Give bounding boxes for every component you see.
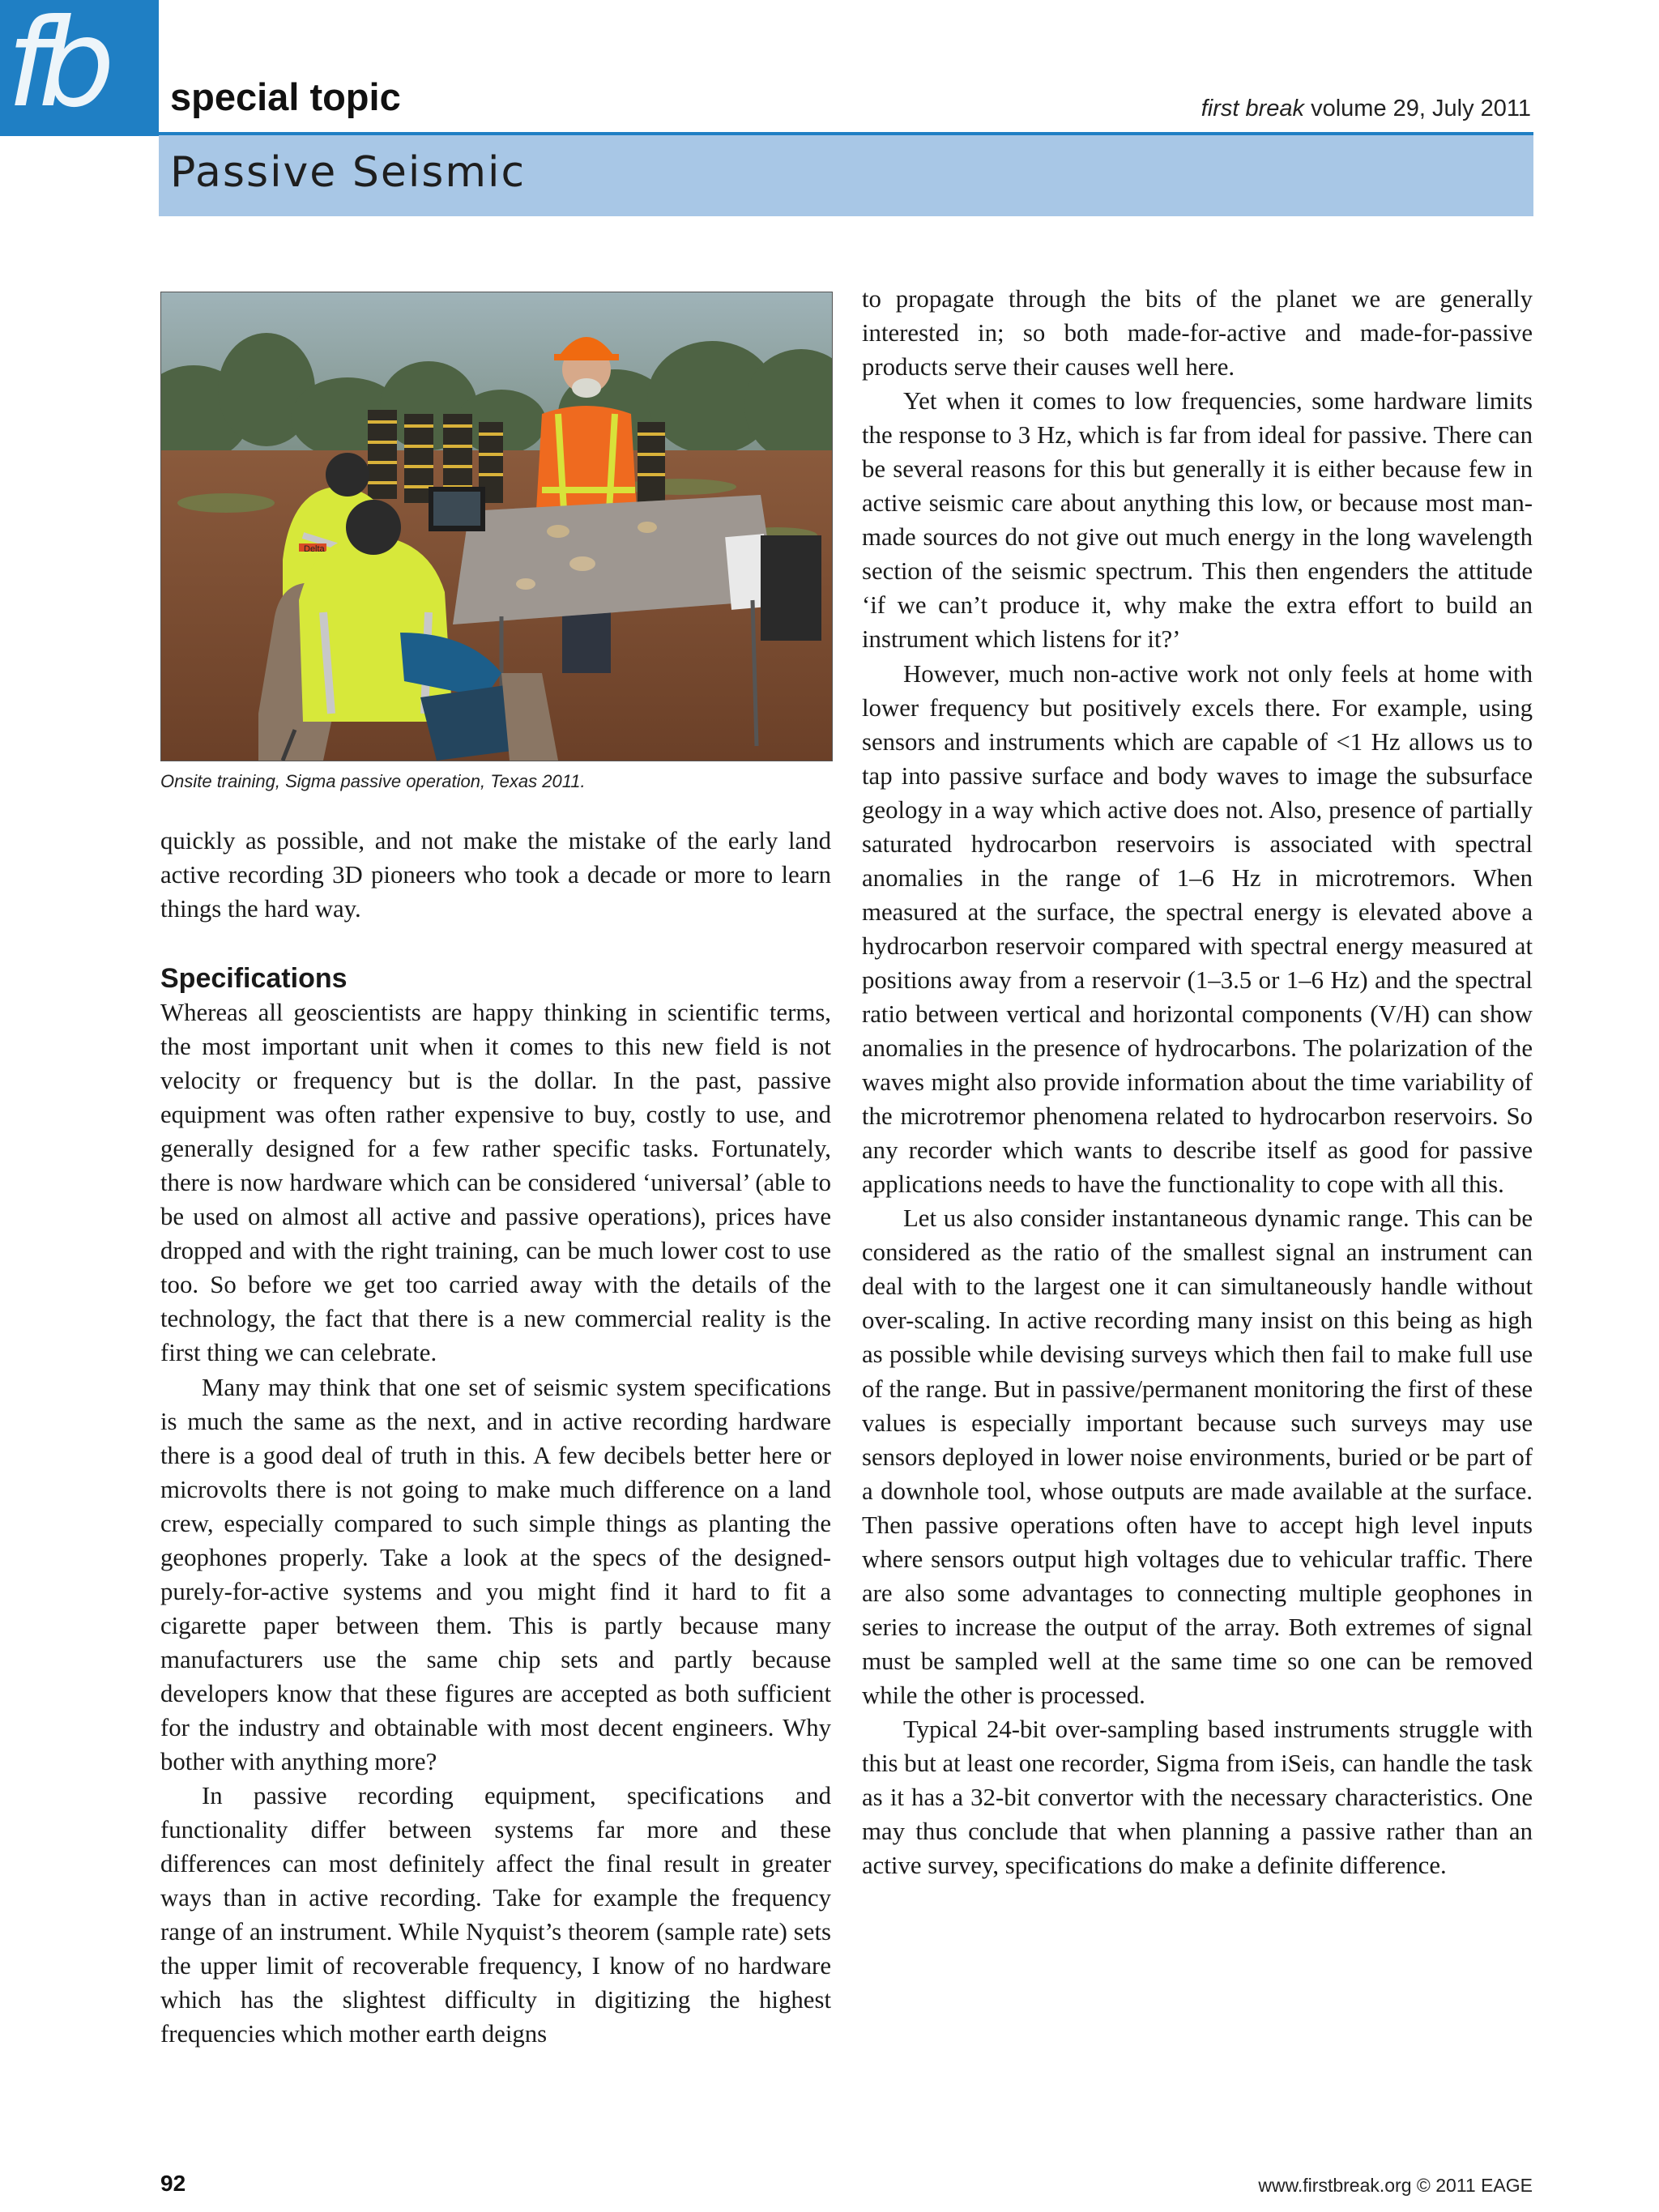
paragraph: In passive recording equipment, specifications and functionality differ between systems far more and these differences can most definitely affect the final result in greater ways than in active recording. Take for example the frequency range of an instrument. While Nyquist’s theorem (sample rate) sets the upper limit of recoverable frequency, I know of no hardware which has the slightest difficulty in digitizing the highest frequencies which mother earth deigns bbox=[160, 1782, 831, 2048]
right-column bbox=[862, 282, 1533, 1882]
training-photo bbox=[160, 292, 833, 761]
paragraph: Let us also consider instantaneous dynamic range. This can be considered as the ratio of the smallest signal an instrument can deal with to the largest one it can simultaneously handle without over-scaling. In active recording many insist on this being as high as possible while devising surveys which then fail to make full use of the range. But in passive/permanent monitoring the first of these values is especially important because such surveys may use sensors deployed in lower noise environments, buried or be part of a downhole tool, whose outputs are made available at the surface. Then passive operations often have to accept high level inputs where sensors output high voltages due to vehicular traffic. There are also some advantages to connecting multiple geophones in series to increase the output of the array. Both extremes of signal must be sampled well at the same time so one can be removed while the other is processed. bbox=[862, 1204, 1533, 1709]
photo-illustration bbox=[161, 292, 832, 761]
section-title: Passive Seismic bbox=[170, 148, 527, 197]
journal-name: first break bbox=[1201, 96, 1305, 121]
special-topic-label: special topic bbox=[170, 75, 401, 118]
laptop bbox=[429, 487, 485, 531]
paragraph: Yet when it comes to low frequencies, some hardware limits the response to 3 Hz, which is far from ideal for passive. There can be several reasons for this but generally it is either because few in active seismic care about anything this low, or because most man-made sources do not give out much energy in the long wavelength section of the seismic spectrum. This then engenders the attitude ‘if we can’t produce it, why make the extra effort to build an instrument which listens for it?’ bbox=[862, 387, 1533, 654]
issue-info: volume 29, July 2011 bbox=[1304, 96, 1531, 121]
page-number: 92 bbox=[160, 2171, 186, 2196]
paragraph: Many may think that one set of seismic system specifications is much the same as the next, and in active recording hardware there is a good deal of truth in this. A few decibels better here or microvolts there is not going to make much difference on a land crew, especially compared to such simple things as planting the geophones properly. Take a look at the specs of the designed-purely-for-active systems and you might find it hard to fit a cigarette paper between them. This is partly because many manufacturers use the same chip sets and partly because developers know that these figures are accepted as both sufficient for the industry and obtainable with most decent engineers. Why bother with anything more? bbox=[160, 1373, 831, 1776]
paragraph: However, much non-active work not only feels at home with lower frequency but positively excels there. For example, using sensors and instruments which are capable of <1 Hz allows us to tap into passive surface and body waves to image the subsurface geology in a way which active does not. Also, presence of partially saturated hydrocarbon reservoirs is associated with spectral anomalies in the range of 1–6 Hz in microtremors. When measured at the surface, the spectral energy is elevated above a hydrocarbon reservoir compared with spectral energy measured at positions away from a reservoir (1–3.5 or 1–6 Hz) and the spectral ratio between vertical and horizontal components (V/H) can show anomalies in the presence of hydrocarbons. The polarization of the waves might also provide information about the time variability of the microtremor phenomena related to hydrocarbon reservoirs. So any recorder which wants to describe itself as good for passive applications needs to have the functionality to cope with all this. bbox=[862, 659, 1533, 1199]
left-column-main bbox=[160, 961, 831, 2051]
paragraph: Typical 24-bit over-sampling based instruments struggle with this but at least one recorder, Sigma from iSeis, can handle the task as it has a 32-bit convertor with the necessary characteristics. One may thus conclude that when planning a passive rather than an active survey, specifications do make a definite difference. bbox=[862, 1715, 1533, 1880]
journal-logo bbox=[0, 0, 159, 136]
paragraph: Whereas all geoscientists are happy thinking in scientific terms, the most important unit when it comes to this new field is not velocity or frequency but is the dollar. In the past, passive equipment was often rather expensive to buy, costly to use, and generally designed for a few rather specific tasks. Fortunately, there is now hardware which can be considered ‘universal’ (able to be used on almost all active and passive operations), prices have dropped and with the right training, can be much lower cost to use too. So before we get too carried away with the details of the technology, the fact that there is a new commercial reality is the first thing we can celebrate. bbox=[160, 999, 831, 1367]
issue-line bbox=[1201, 97, 1531, 121]
vest-lettering: Delta bbox=[304, 544, 325, 554]
footer-credit: www.firstbreak.org © 2011 EAGE bbox=[1258, 2175, 1533, 2196]
continued-paragraph: quickly as possible, and not make the mistake of the early land active recording 3D pioneers who took a decade or more to learn things the hard way. bbox=[160, 827, 831, 923]
photo-caption: Onsite training, Sigma passive operation, Texas 2011. bbox=[160, 771, 586, 791]
paragraph: to propagate through the bits of the planet we are generally interested in; so both made-for-active and made-for-passive products serve their causes well here. bbox=[862, 285, 1533, 381]
logo-text: fb bbox=[6, 0, 104, 134]
section-heading-specifications: Specifications bbox=[160, 963, 348, 994]
left-column-continuation bbox=[160, 824, 831, 926]
